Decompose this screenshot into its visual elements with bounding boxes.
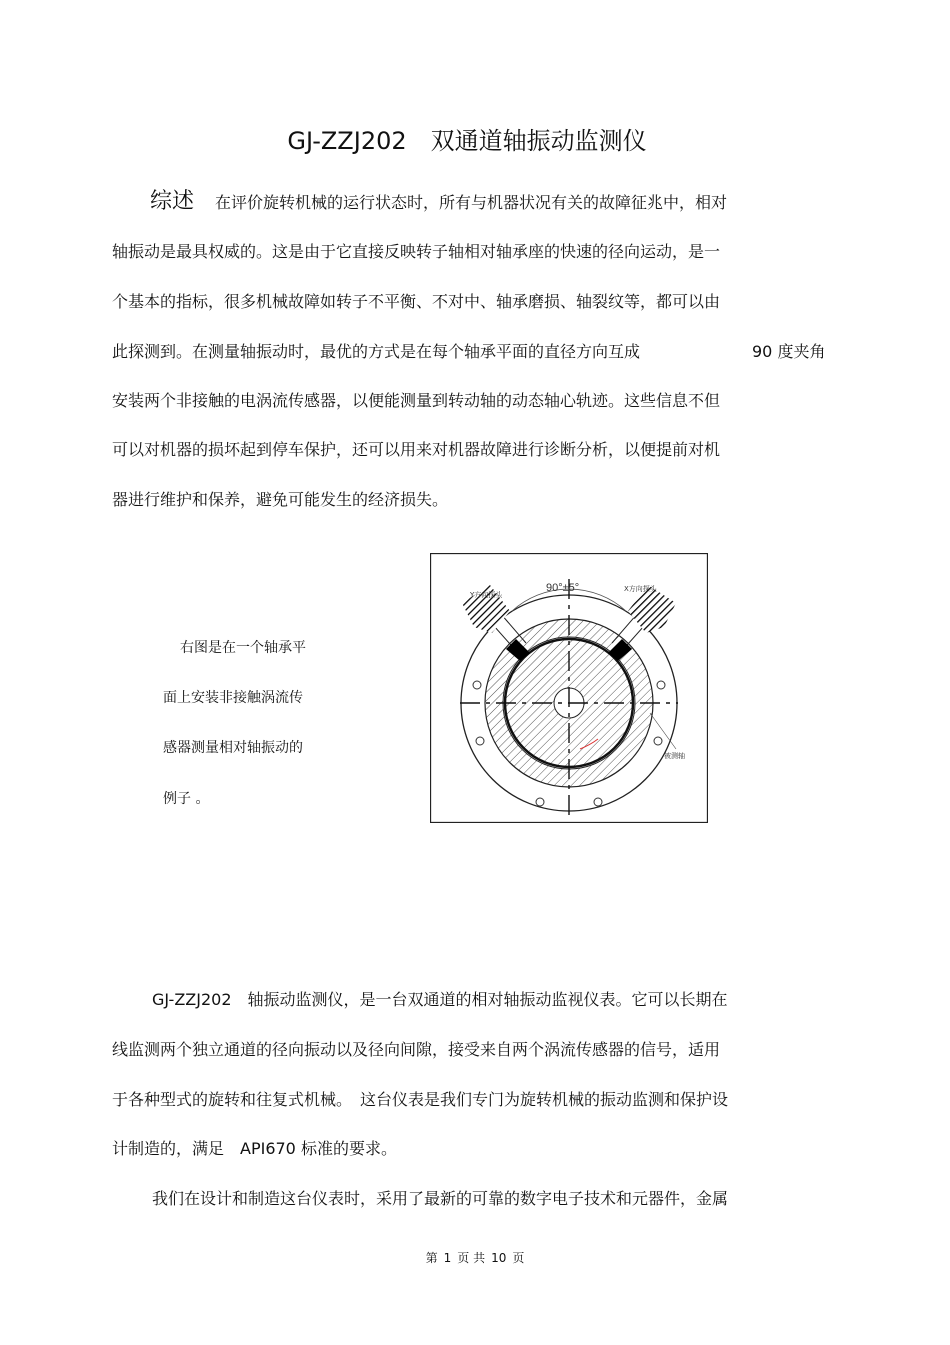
paragraph-line: 线监测两个独立通道的径向振动以及径向间隙，接受来自两个涡流传感器的信号，适用 [112,1040,721,1059]
bearing-sensor-diagram [430,553,708,823]
figure-caption-line: 感器测量相对轴振动的 [163,740,303,756]
figure-caption-line: 例子 。 [163,791,210,807]
shaft-label: 被测轴 [664,752,685,760]
footer-mid: 页 共 [457,1251,486,1265]
x-probe-label: X方向探头 [624,585,657,593]
section-heading-overview: 综述 [150,189,195,214]
paragraph-line: 此探测到。在测量轴振动时，最优的方式是在每个轴承平面的直径方向互成 [112,342,641,361]
paragraph-line: 我们在设计和制造这台仪表时，采用了最新的可靠的数字电子技术和元器件，金属 [152,1189,729,1208]
footer-total-pages: 10 [491,1251,507,1265]
page-footer [0,1249,950,1266]
footer-suffix: 页 [512,1251,525,1265]
footer-page-number: 1 [443,1251,452,1265]
y-probe-label: Y方向探头 [470,591,503,599]
paragraph-line: 于各种型式的旋转和往复式机械。 这台仪表是我们专门为旋转机械的振动监测和保护设 [112,1090,729,1109]
paragraph-line: 安装两个非接触的电涡流传感器，以便能测量到转动轴的动态轴心轨迹。这些信息不但 [112,391,721,410]
paragraph-line: 器进行维护和保养，避免可能发生的经济损失。 [112,490,449,509]
paragraph-line: GJ-ZZJ202 轴振动监测仪，是一台双通道的相对轴振动监视仪表。它可以长期在 [152,990,728,1009]
document-title: GJ-ZZJ202 双通道轴振动监测仪 [287,127,647,155]
paragraph-line: 在评价旋转机械的运行状态时，所有与机器状况有关的故障征兆中，相对 [215,193,728,212]
paragraph-line: 90 度夹角 [752,342,826,361]
paragraph-line: 计制造的，满足 API670 标准的要求。 [112,1139,397,1158]
figure-caption-line: 面上安装非接触涡流传 [163,690,303,706]
angle-label: 90°±5° [546,582,580,594]
paragraph-line: 可以对机器的损坏起到停车保护，还可以用来对机器故障进行诊断分析，以便提前对机 [112,440,721,459]
figure-caption-line: 右图是在一个轴承平 [180,640,306,656]
footer-prefix: 第 [425,1251,438,1265]
paragraph-line: 个基本的指标，很多机械故障如转子不平衡、不对中、轴承磨损、轴裂纹等，都可以由 [112,292,721,311]
paragraph-line: 轴振动是最具权威的。这是由于它直接反映转子轴相对轴承座的快速的径向运动，是一 [112,242,721,261]
